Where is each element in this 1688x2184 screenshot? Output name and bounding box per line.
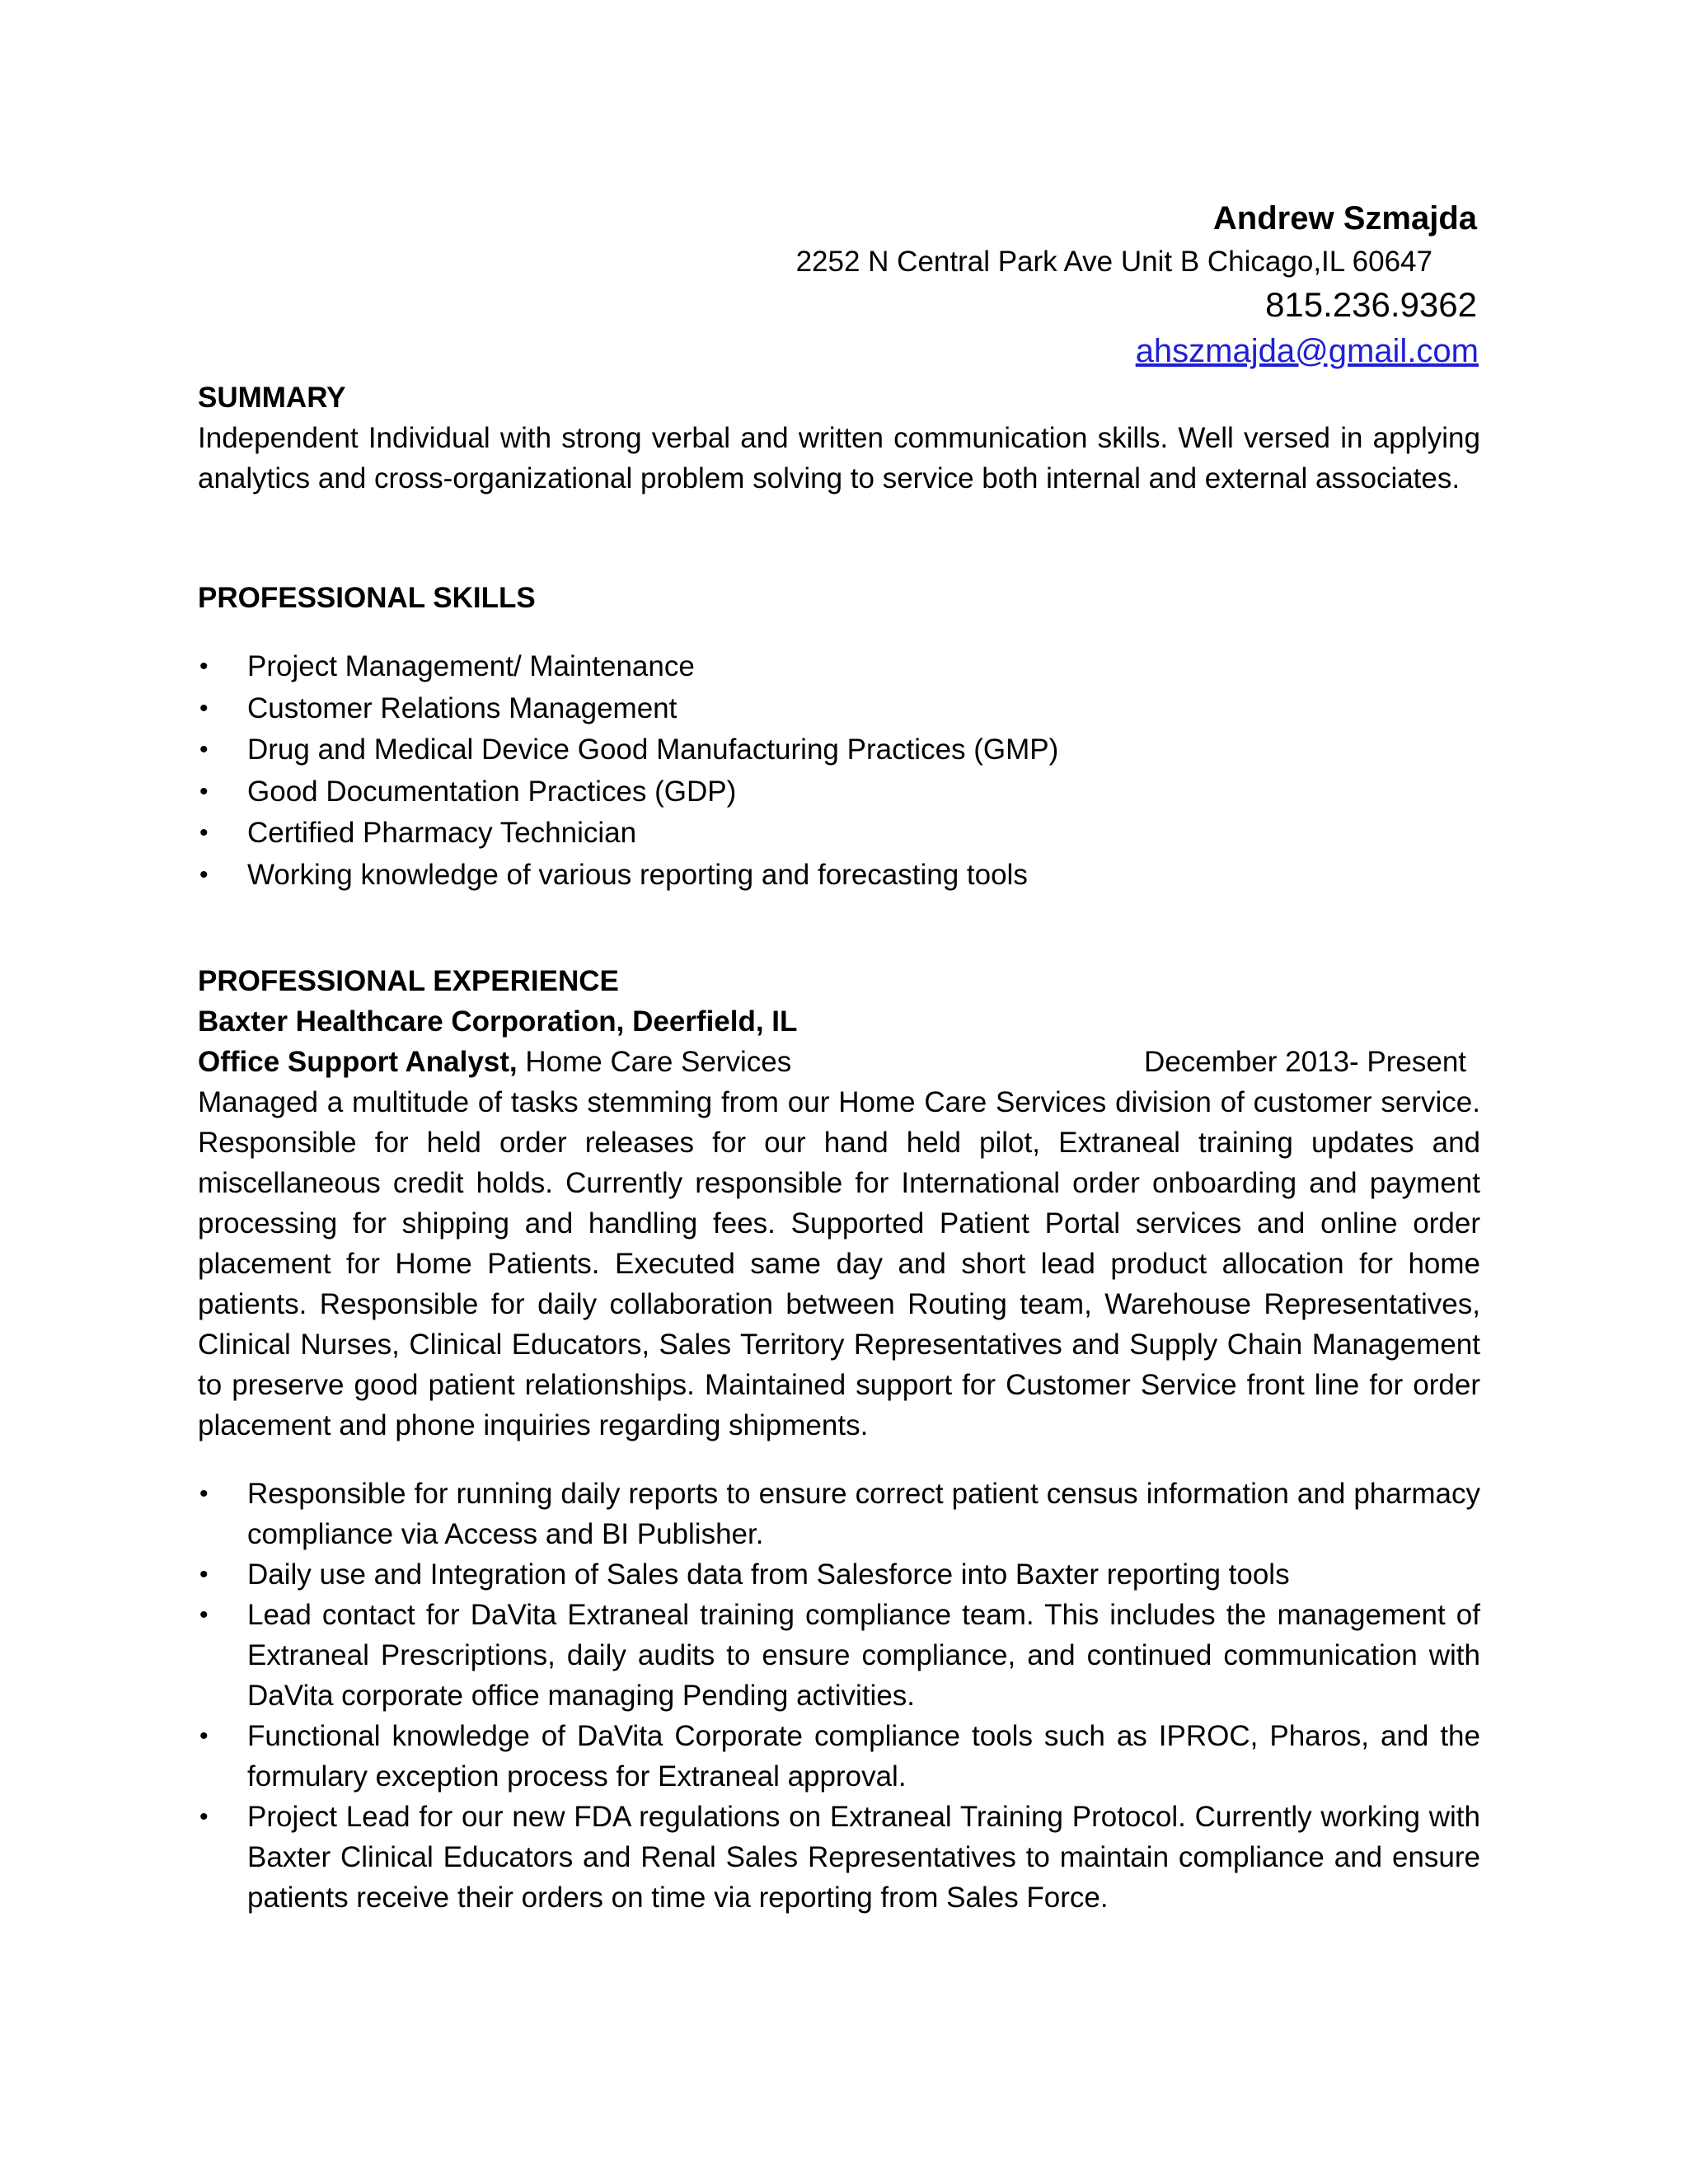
candidate-address: 2252 N Central Park Ave Unit B Chicago,IL 60647 [795,246,1432,278]
list-item [198,771,1480,813]
bullet-icon: • [199,1561,209,1588]
skill-text: Certified Pharmacy Technician [247,817,637,849]
experience-bullet-text: Functional knowledge of DaVita Corporate compliance tools such as IPROC, Pharos, and the formulary exception process for Extraneal approval. [247,1720,1480,1793]
list-item [198,688,1480,730]
skills-section [198,578,1480,896]
job-dates: December 2013- Present [1144,1046,1467,1078]
skill-text: Good Documentation Practices (GDP) [247,775,737,808]
experience-bullet-text: Responsible for running daily reports to ensure correct patient census information and pharmacy compliance via Access and BI Publisher. [247,1478,1480,1550]
bullet-icon: • [199,777,209,805]
skills-list [198,646,1480,896]
job-title-line [198,1042,1480,1082]
bullet-icon: • [199,1480,209,1507]
experience-bullet-list [198,1474,1480,1918]
company-name: Baxter Healthcare Corporation, Deerfield, IL [198,1005,798,1038]
list-item [198,1716,1480,1797]
bullet-icon: • [199,736,209,763]
list-item [198,1474,1480,1554]
job-title: Office Support Analyst, [198,1046,518,1078]
candidate-email-link[interactable]: ahszmajda@gmail.com [1135,333,1479,369]
list-item [198,1595,1480,1716]
skill-text: Customer Relations Management [247,691,678,724]
bullet-icon: • [199,653,209,680]
list-item [198,729,1480,771]
skill-text: Project Management/ Maintenance [247,650,695,682]
job-department: Home Care Services [525,1046,792,1078]
experience-bullet-text: Daily use and Integration of Sales data from Salesforce into Baxter reporting tools [247,1558,1290,1591]
bullet-icon: • [199,1722,209,1750]
list-item [198,646,1480,688]
bullet-icon: • [199,860,209,888]
list-item [198,813,1480,855]
summary-heading: SUMMARY [198,382,346,414]
summary-section [198,377,1480,499]
summary-text: Independent Individual with strong verbal and written communication skills. Well versed in applying analytics and cross-organizational problem solving to service both internal and external associates. [198,422,1480,494]
list-item [198,1797,1480,1918]
skills-heading: PROFESSIONAL SKILLS [198,582,536,614]
list-item [198,855,1480,897]
bullet-icon: • [199,1601,209,1629]
experience-bullet-text: Project Lead for our new FDA regulations on Extraneal Training Protocol. Currently working with Baxter Clinical Educators and Renal Sales Representatives to maintain compliance and ensure patients receive their orders on time via reporting from Sales Force. [247,1801,1480,1914]
skill-text: Working knowledge of various reporting and forecasting tools [247,858,1028,891]
candidate-name: Andrew Szmajda [1212,200,1477,237]
candidate-phone: 815.236.9362 [1265,285,1477,324]
experience-section [198,961,1480,1918]
experience-bullet-text: Lead contact for DaVita Extraneal training compliance team. This includes the management of Extraneal Prescriptions, daily audits to ensure compliance, and continued communication with DaVita corporate office managing Pending activities. [247,1599,1480,1712]
experience-heading: PROFESSIONAL EXPERIENCE [198,965,619,997]
bullet-icon: • [199,694,209,722]
bullet-icon: • [199,819,209,846]
skill-text: Drug and Medical Device Good Manufacturing Practices (GMP) [247,733,1059,766]
job-description: Managed a multitude of tasks stemming from our Home Care Services division of customer service. Responsible for held order releases for our hand held pilot, Extraneal training updates and miscellaneous credit holds. Currently responsible for International order onboarding and payment processing for shipping and handling fees. Supported Patient Portal services and online order placement for Home Patients. Executed same day and short lead product allocation for home patients. Responsible for daily collaboration between Routing team, Warehouse Representatives, Clinical Nurses, Clinical Educators, Sales Territory Representatives and Supply Chain Management to preserve good patient relationships. Maintained support for Customer Service front line for order placement and phone inquiries regarding shipments. [198,1086,1480,1441]
bullet-icon: • [199,1803,209,1830]
list-item [198,1554,1480,1595]
